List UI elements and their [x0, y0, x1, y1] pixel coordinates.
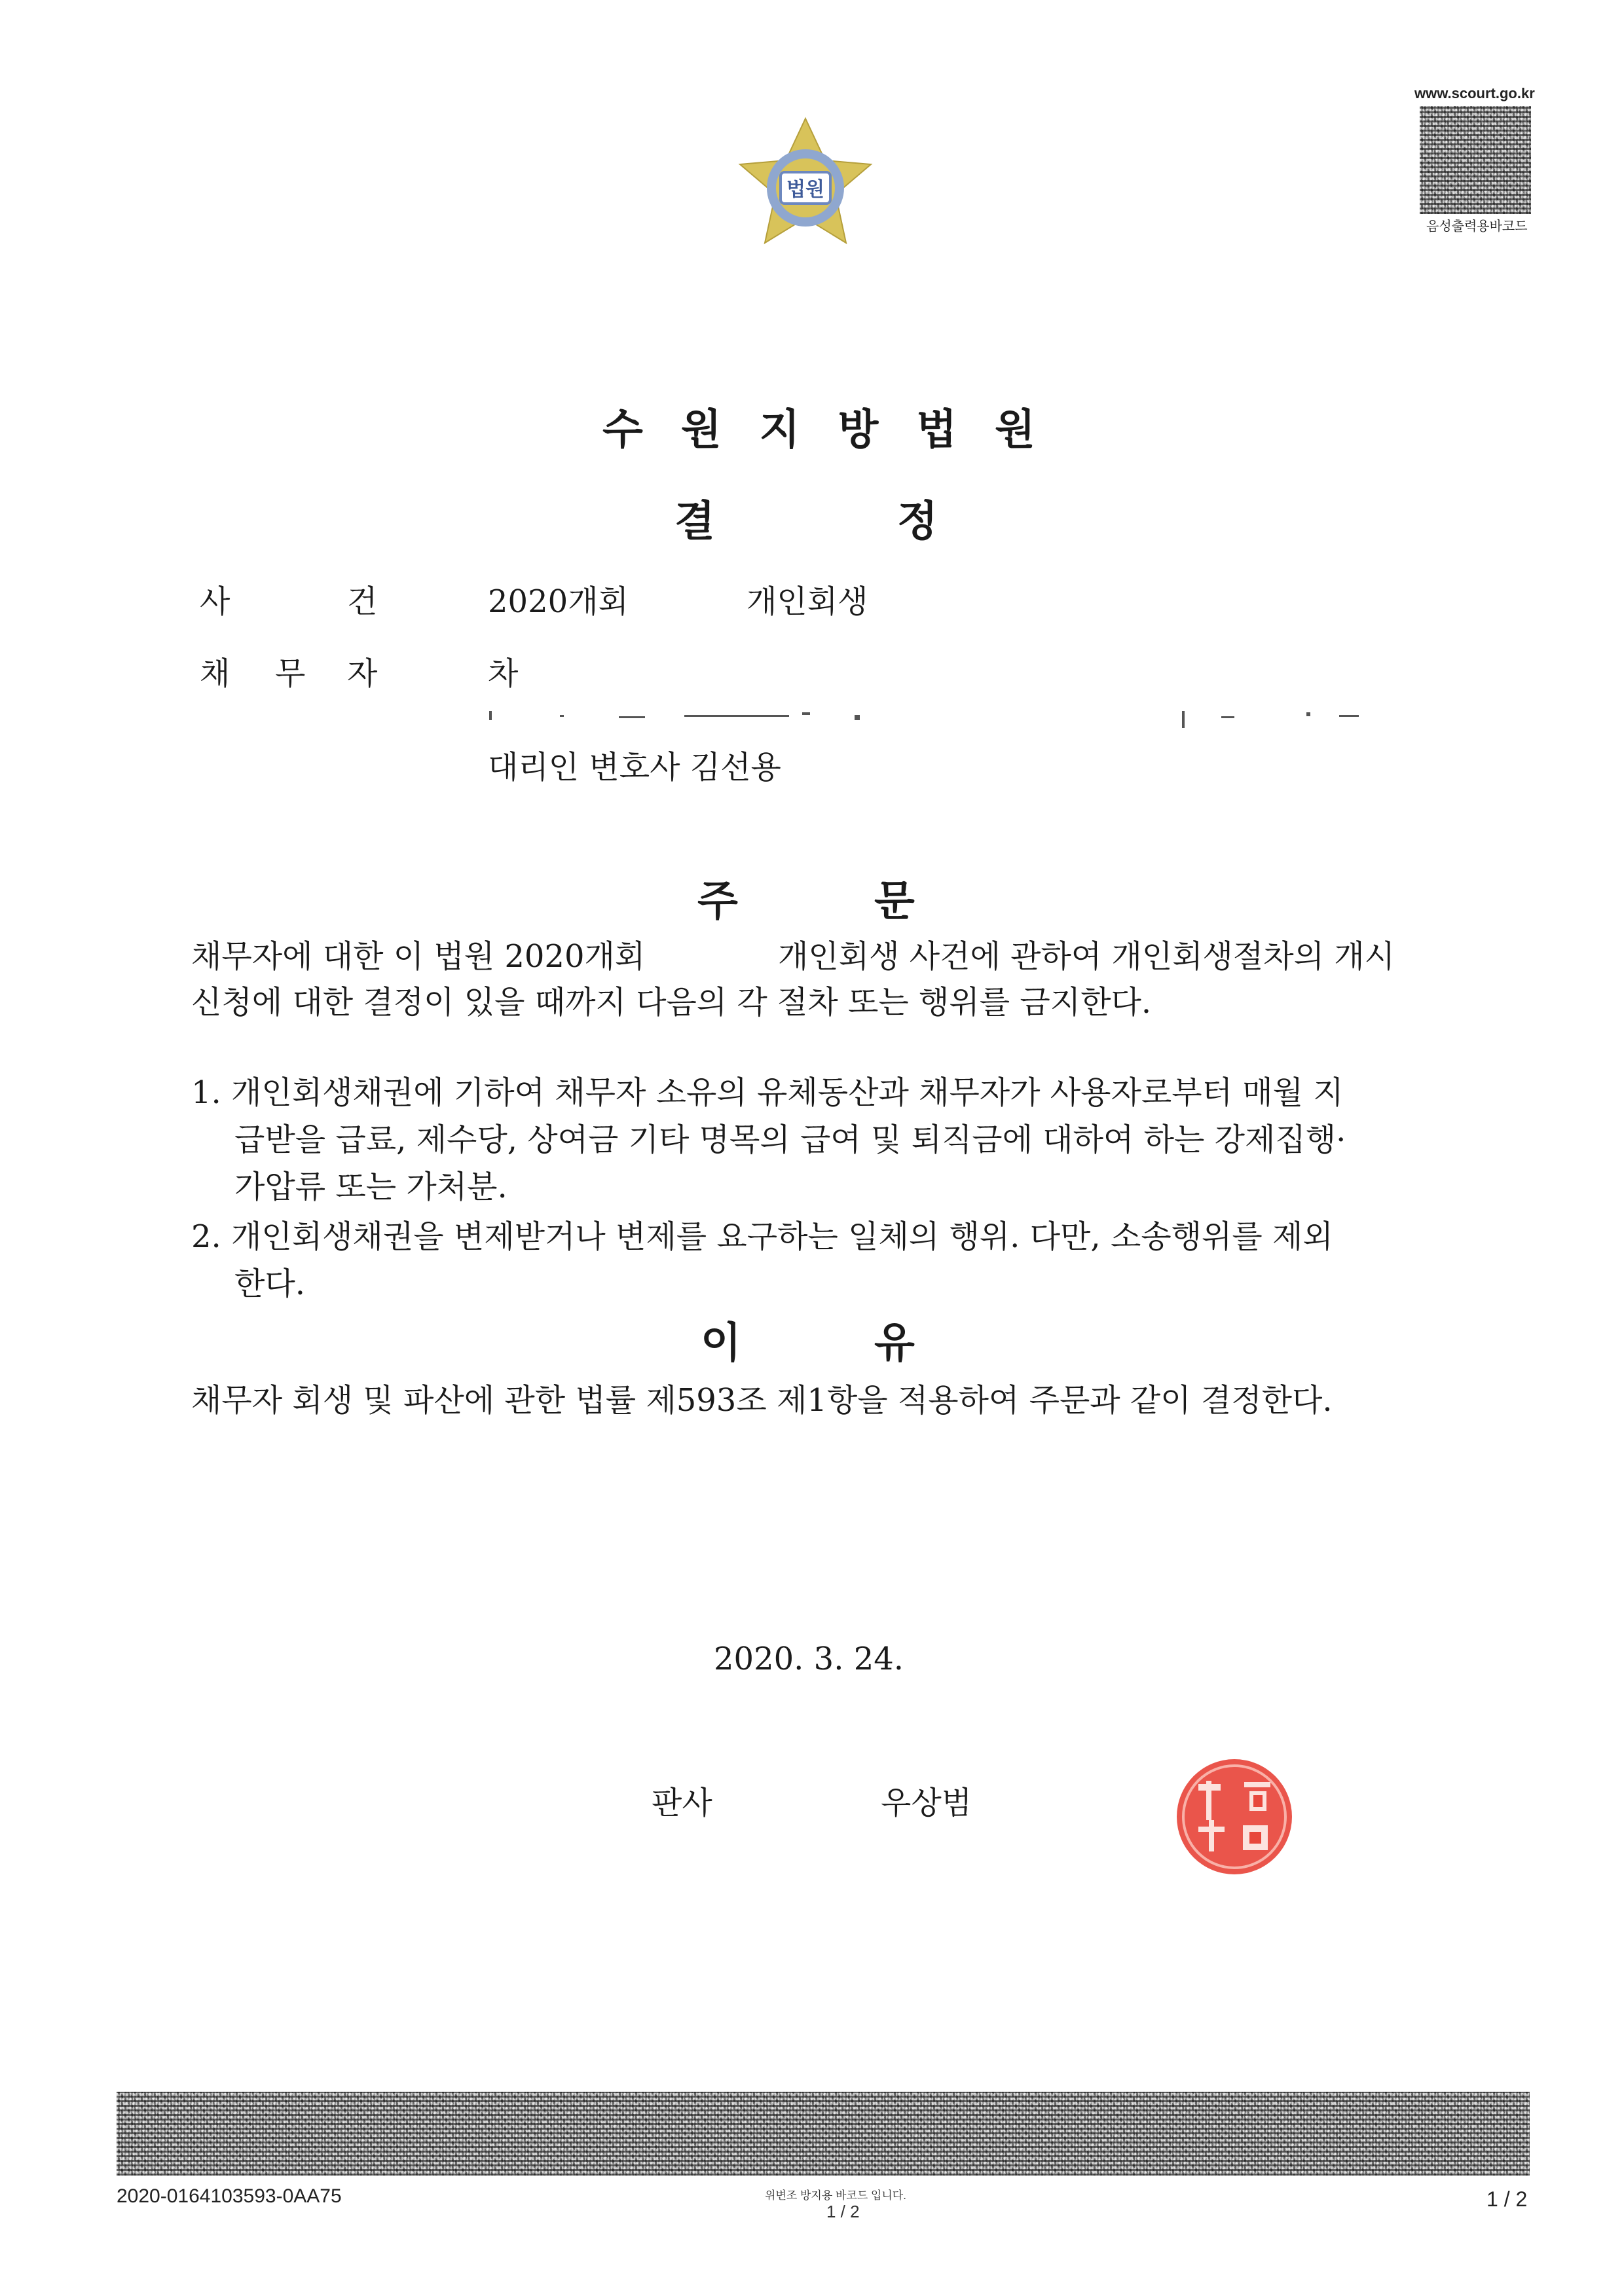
website-label: www.scourt.go.kr — [1414, 85, 1535, 101]
court-emblem-logo — [727, 115, 884, 259]
decision-date: 2020. 3. 24. — [714, 1641, 904, 1677]
debtor-label-2: 무 — [275, 655, 306, 692]
order-item2-line2: 한다. — [234, 1266, 305, 1302]
debtor-representative: 대리인 변호사 김선용 — [488, 749, 781, 786]
order-heading-right: 문 — [874, 877, 915, 926]
order-heading-left: 주 — [697, 877, 738, 926]
voice-output-barcode — [1420, 106, 1531, 214]
document-title-left: 결 — [674, 498, 715, 546]
judge-seal — [1172, 1755, 1297, 1879]
reason-text: 채무자 회생 및 파산에 관한 법률 제593조 제1항을 적용하여 주문과 같이 결정한다. — [191, 1382, 1333, 1419]
case-label-right: 건 — [347, 583, 378, 620]
case-type: 개인회생 — [747, 583, 868, 620]
reason-heading-left: 이 — [701, 1319, 741, 1368]
order-item1-line2: 급받을 급료, 제수당, 상여금 기타 명목의 급여 및 퇴직금에 대하여 하는 강제집행· — [234, 1121, 1346, 1158]
document-title-right: 정 — [897, 498, 938, 546]
judge-title: 판사 — [652, 1785, 712, 1821]
case-number: 2020개회 — [488, 583, 629, 620]
order-item1-line3: 가압류 또는 가처분. — [234, 1169, 507, 1205]
emblem-text: 법원 — [786, 178, 824, 201]
reason-heading-right: 유 — [874, 1319, 915, 1368]
order-para-line2: 신청에 대한 결정이 있을 때까지 다음의 각 절차 또는 행위를 금지한다. — [191, 984, 1152, 1021]
page-number: 1 / 2 — [1486, 2187, 1528, 2211]
barcode-note: 위변조 방지용 바코드 입니다. — [765, 2189, 906, 2202]
judge-name: 우상범 — [881, 1785, 972, 1821]
anti-forgery-barcode — [117, 2092, 1530, 2176]
debtor-label-3: 자 — [347, 655, 378, 692]
redacted-address-line — [488, 707, 1385, 733]
court-name: 수원지방법원 — [602, 406, 1073, 454]
order-para-line1-b: 개인회생 사건에 관하여 개인회생절차의 개시 — [778, 938, 1395, 975]
order-para-line1-a: 채무자에 대한 이 법원 2020개회 — [191, 938, 646, 975]
case-label-left: 사 — [200, 583, 231, 620]
order-item2-line1: 2. 개인회생채권을 변제받거나 변제를 요구하는 일체의 행위. 다만, 소송행위를 제외 — [191, 1218, 1333, 1255]
barcode-page: 1 / 2 — [826, 2202, 860, 2221]
debtor-label-1: 채 — [200, 655, 231, 692]
voice-barcode-label: 음성출력용바코드 — [1426, 219, 1528, 234]
order-item1-line1: 1. 개인회생채권에 기하여 채무자 소유의 유체동산과 채무자가 사용자로부터 매월 지 — [191, 1074, 1344, 1111]
debtor-name: 차 — [488, 655, 519, 692]
document-code: 2020-0164103593-0AA75 — [117, 2185, 342, 2207]
